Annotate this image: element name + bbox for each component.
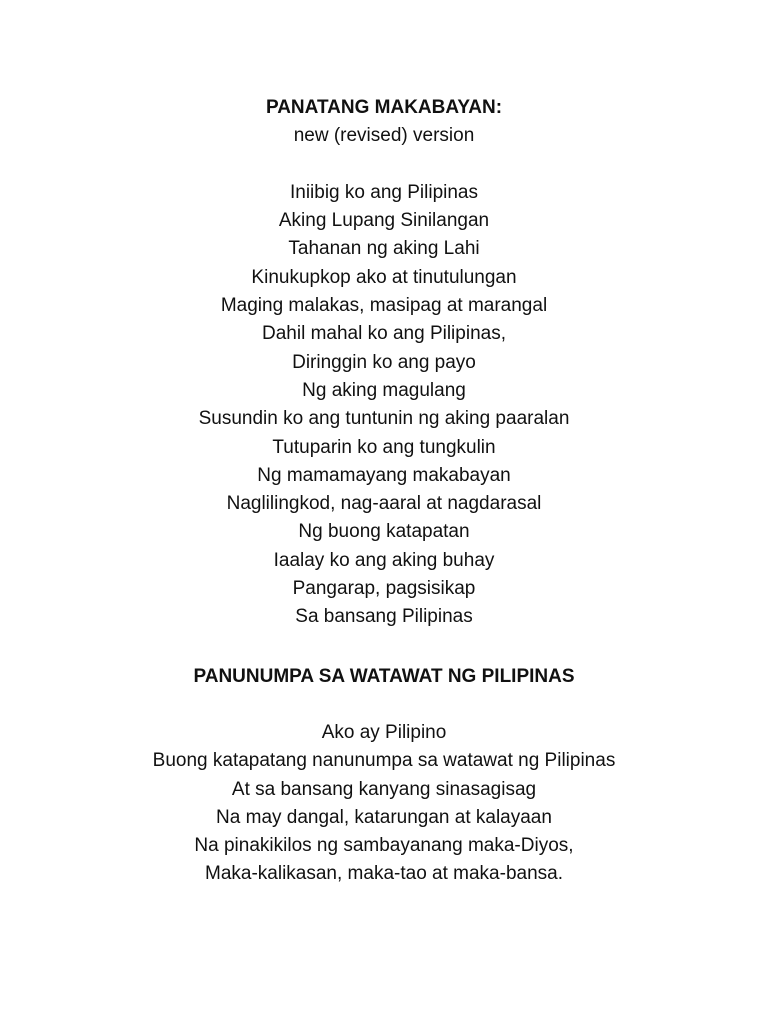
panunumpa-line: Maka-kalikasan, maka-tao at maka-bansa. [205, 863, 563, 885]
panunumpa-title: PANUNUMPA SA WATAWAT NG PILIPINAS [193, 666, 575, 687]
panatang-line: Ng buong katapatan [298, 521, 470, 543]
panatang-line: Ng mamamayang makabayan [257, 464, 511, 486]
panatang-line: Kinukupkop ako at tinutulungan [251, 266, 517, 288]
panunumpa-heading-block [0, 663, 768, 691]
panatang-makabayan-section [0, 94, 768, 632]
panatang-line: Susundin ko ang tuntunin ng aking paaralan [198, 408, 570, 430]
panatang-line: Naglilingkod, nag-aaral at nagdarasal [226, 493, 542, 515]
panatang-line: Ng aking magulang [302, 379, 466, 401]
panatang-subtitle: new (revised) version [293, 125, 475, 147]
panatang-title: PANATANG MAKABAYAN: [265, 97, 503, 118]
panunumpa-line: Buong katapatang nanunumpa sa watawat ng Pilipinas [152, 750, 616, 772]
panatang-line: Iniibig ko ang Pilipinas [289, 181, 478, 203]
panatang-line: Sa bansang Pilipinas [295, 606, 473, 628]
panatang-line: Iaalay ko ang aking buhay [273, 549, 495, 571]
panunumpa-line: Ako ay Pilipino [321, 722, 447, 743]
panatang-line: Diringgin ko ang payo [292, 351, 476, 373]
panatang-line: Aking Lupang Sinilangan [278, 210, 490, 232]
panatang-line: Tutuparin ko ang tungkulin [272, 436, 496, 458]
panunumpa-line: At sa bansang kanyang sinasagisag [231, 778, 537, 800]
panunumpa-line: Na may dangal, katarungan at kalayaan [216, 806, 552, 828]
spacer [0, 151, 768, 179]
panatang-line: Pangarap, pagsisikap [292, 578, 476, 600]
panatang-line: Dahil mahal ko ang Pilipinas, [262, 323, 506, 345]
panatang-line: Tahanan ng aking Lahi [288, 238, 480, 260]
panatang-line: Maging malakas, masipag at marangal [220, 295, 548, 317]
panunumpa-line: Na pinakikilos ng sambayanang maka-Diyos, [194, 835, 574, 857]
panunumpa-section [0, 719, 768, 889]
